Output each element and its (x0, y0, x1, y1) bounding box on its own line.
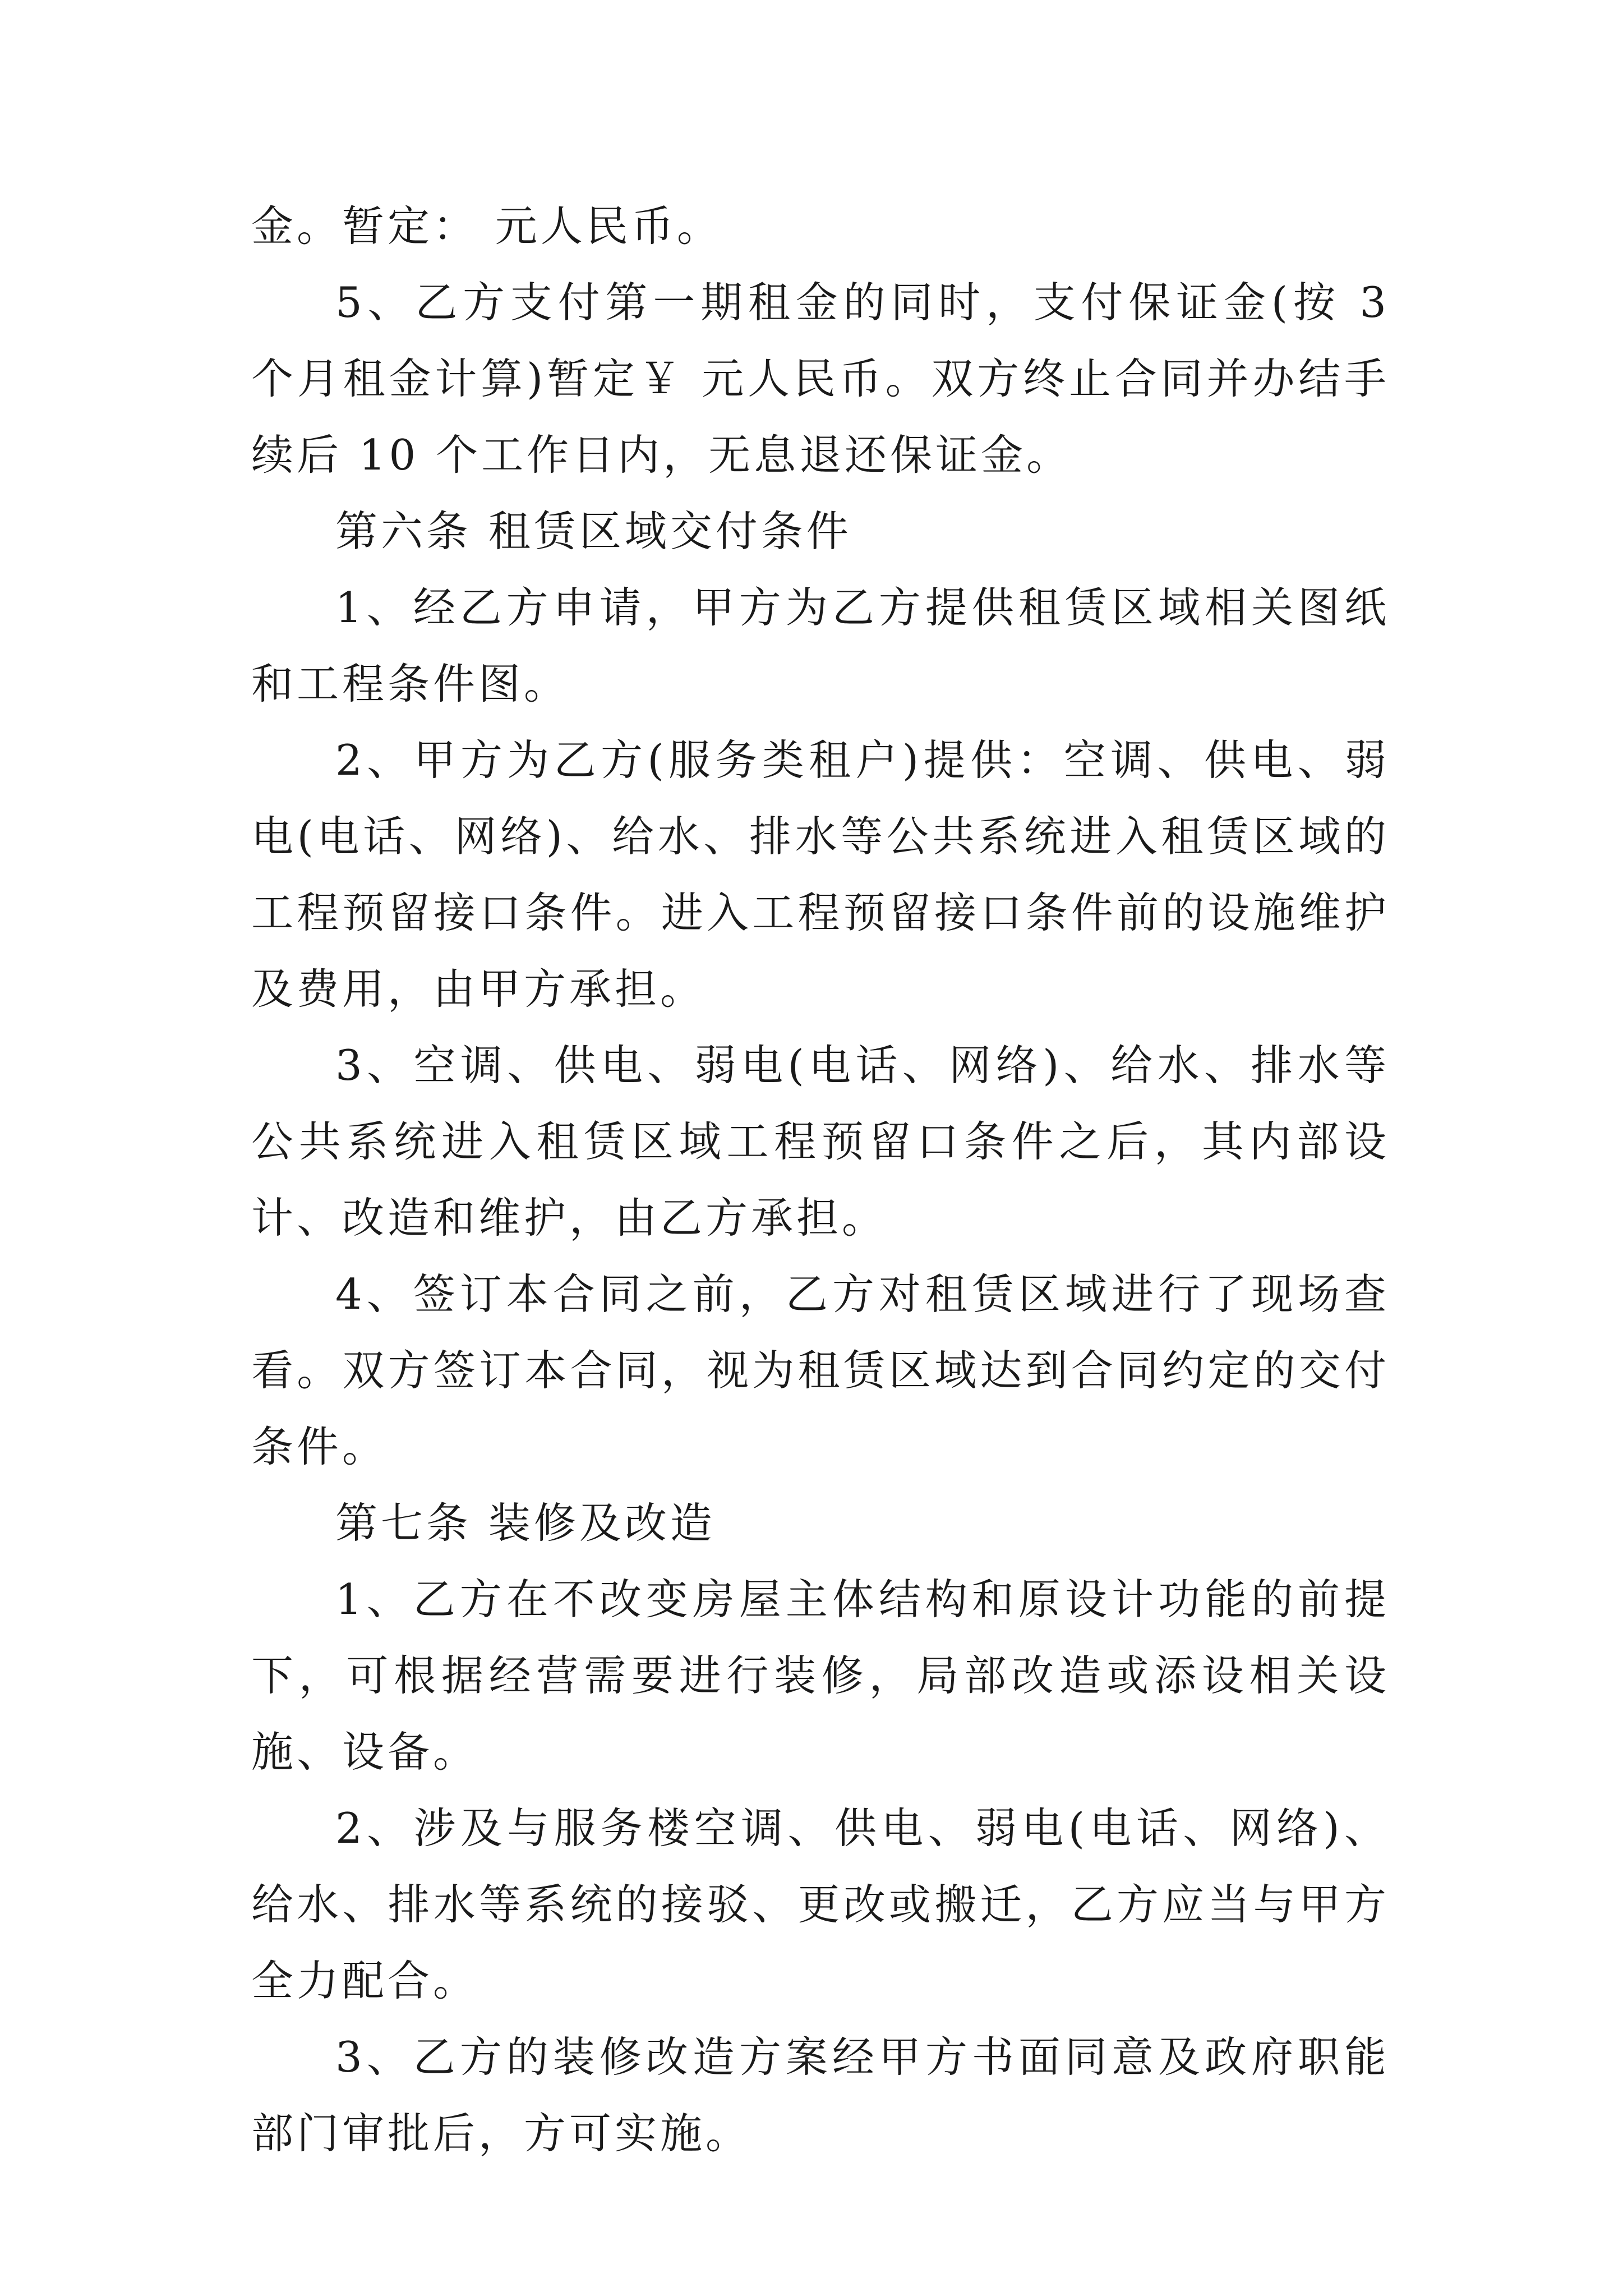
section-heading-article-7: 第七条 装修及改造 (335, 1498, 716, 1548)
paragraph-article-6-item-4: 4、签订本合同之前，乙方对租赁区域进行了现场查看。双方签订本合同，视为租赁区域达到合同约定的交付条件。 (251, 1269, 1390, 1471)
paragraph-article-7-item-1: 1、乙方在不改变房屋主体结构和原设计功能的前提下，可根据经营需要进行装修，局部改造或添设相关设施、设备。 (251, 1575, 1390, 1777)
paragraph-article-6-item-1: 1、经乙方申请，甲方为乙方提供租赁区域相关图纸和工程条件图。 (251, 583, 1390, 708)
paragraph-article-7-item-3: 3、乙方的装修改造方案经甲方书面同意及政府职能部门审批后，方可实施。 (251, 2032, 1390, 2158)
paragraph-article-6-item-2: 2、甲方为乙方(服务类租户)提供：空调、供电、弱电(电话、网络)、给水、排水等公共系统进入租赁区域的工程预留接口条件。进入工程预留接口条件前的设施维护及费用，由甲方承担。 (251, 735, 1390, 1014)
document-body (251, 188, 1390, 2171)
paragraph-continuation: 金。暂定： 元人民币。 (251, 201, 722, 251)
section-heading-article-6: 第六条 租赁区域交付条件 (335, 507, 852, 556)
paragraph-article-7-item-2: 2、涉及与服务楼空调、供电、弱电(电话、网络)、给水、排水等系统的接驳、更改或搬迁，乙方应当与甲方全力配合。 (251, 1803, 1390, 2005)
paragraph-article-6-item-3: 3、空调、供电、弱电(电话、网络)、给水、排水等公共系统进入租赁区域工程预留口条件之后，其内部设计、改造和维护，由乙方承担。 (251, 1041, 1390, 1243)
paragraph-item-5-deposit: 5、乙方支付第一期租金的同时，支付保证金(按 3 个月租金计算)暂定￥ 元人民币。双方终止合同并办结手续后 10 个工作日内，无息退还保证金。 (251, 278, 1390, 480)
